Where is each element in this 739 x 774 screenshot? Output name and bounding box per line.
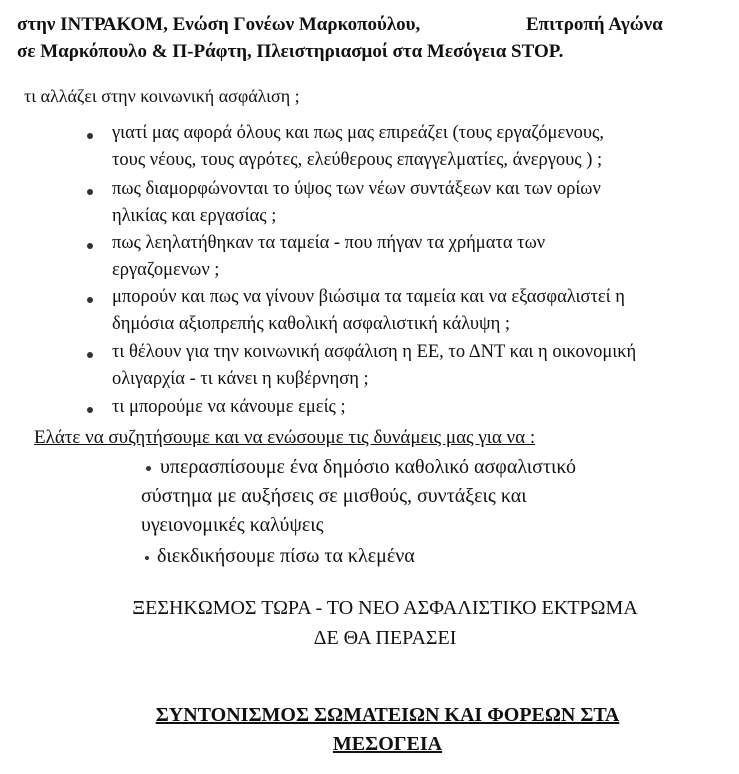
slogan-line2: ΔΕ ΘΑ ΠΕΡΑΣΕΙ (313, 627, 457, 649)
header-organizers-line1: στην ΙΝΤΡΑΚΟΜ, Ενώση Γονέων Μαρκοπούλου, (17, 14, 421, 35)
bullet-icon (87, 352, 93, 358)
bullet-icon (87, 297, 93, 303)
list-item-text: δημόσια αξιοπρεπής καθολική ασφαλιστική κάλυψη ; (112, 314, 511, 334)
list-item-text: σύστημα με αυξήσεις σε μισθούς, συντάξεις και (141, 485, 527, 507)
list-item-text: πως λεηλατήθηκαν τα ταμεία - που πήγαν τα χρήματα των (112, 233, 546, 253)
bullet-icon (87, 243, 93, 249)
list-item-text: μπορούν και πως να γίνουν βιώσιμα τα ταμεία και να εξασφαλιστεί η (112, 287, 625, 307)
signature-line2: ΜΕΣΟΓΕΙΑ (332, 733, 443, 755)
header-organizers-line1-right: Επιτροπή Αγώνα (526, 14, 663, 35)
list-item-text: τι θέλουν για την κοινωνική ασφάλιση η ΕΕ, το ΔΝΤ και η οικονομική (112, 342, 637, 362)
list-item-text: υγειονομικές καλύψεις (141, 514, 324, 536)
list-item-text: τι μπορούμε να κάνουμε εμείς ; (112, 397, 346, 417)
bullet-icon (145, 556, 149, 560)
list-item-text: ηλικίας και εργασίας ; (112, 206, 277, 226)
list-item-text: διεκδικήσουμε πίσω τα κλεμένα (157, 545, 415, 567)
list-item-text: τους νέους, τους αγρότες, ελεύθερους επαγγελματίες, άνεργους ) ; (112, 150, 603, 170)
main-question: τι αλλάζει στην κοινωνική ασφάλιση ; (24, 86, 300, 106)
list-item-text: ολιγαρχία - τι κάνει η κυβέρνηση ; (112, 369, 369, 389)
bullet-icon (146, 466, 151, 471)
bullet-icon (87, 189, 93, 195)
header-organizers-line2: σε Μαρκόπουλο & Π-Ράφτη, Πλειστηριασμοί στα Μεσόγεια STOP. (17, 41, 564, 62)
bullet-icon (87, 133, 93, 139)
list-item-text: εργαζομενων ; (112, 260, 220, 280)
signature-line1: ΣΥΝΤΟΝΙΣΜΟΣ ΣΩΜΑΤΕΙΩΝ ΚΑΙ ΦΟΡΕΩΝ ΣΤΑ (155, 704, 620, 726)
list-item-text: γιατί μας αφορά όλους και πως μας επιρεάζει (τους εργαζόμενους, (112, 123, 604, 143)
slogan-line1: ΞΕΣΗΚΩΜΟΣ ΤΩΡΑ - ΤΟ ΝΕΟ ΑΣΦΑΛΙΣΤΙΚΟ ΕΚΤΡΩΜΑ (132, 597, 638, 619)
bullet-icon (87, 407, 93, 413)
list-item-text: πως διαμορφώνονται το ύψος των νέων συντάξεων και των ορίων (112, 179, 601, 199)
call-to-action: Ελάτε να συζητήσουμε και να ενώσουμε τις δυνάμεις μας για να : (34, 427, 536, 448)
list-item-text: υπερασπίσουμε ένα δημόσιο καθολικό ασφαλιστικό (160, 456, 576, 478)
